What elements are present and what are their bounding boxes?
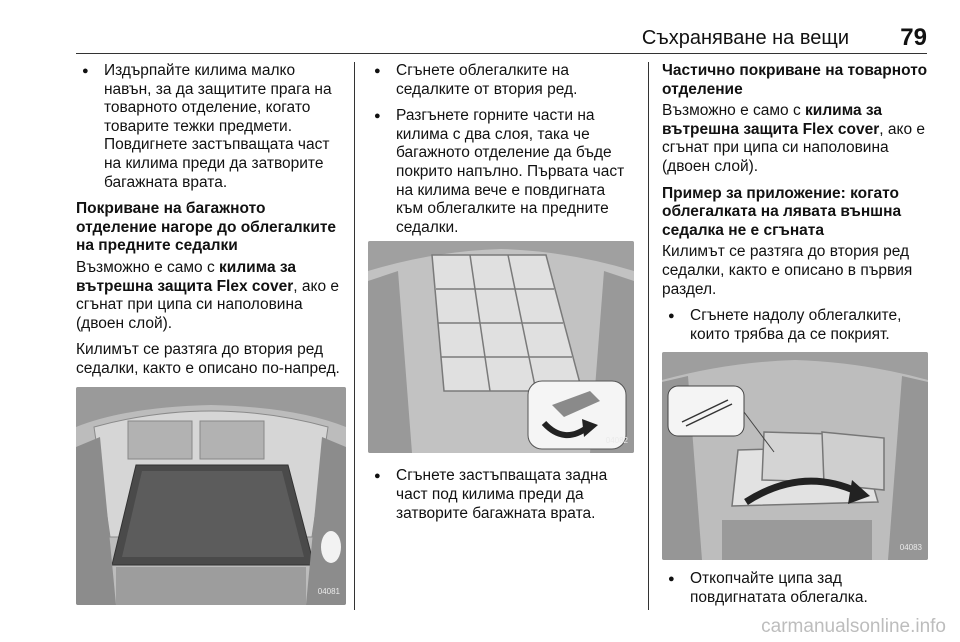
watermark: carmanualsonline.info <box>761 616 946 637</box>
column-2 <box>368 62 634 531</box>
column-3 <box>662 62 928 616</box>
figure-code: 04082 <box>605 435 628 445</box>
bullet-item: ● Откопчайте ципа зад повдигнатата облегалка. <box>662 570 928 607</box>
section-heading: Пример за приложение: когато облегалката на лявата външна седалка не е сгъната <box>662 184 902 239</box>
bullet-item: ● Разгънете горните части на килима с два слоя, така че багажното отделение да бъде покрито напълно. Първата част на килима вече е повдигната към облегалките на предните седалки. <box>368 107 634 237</box>
figure-cargo-mat-partial <box>662 352 928 560</box>
section-heading: Частично покриване на товарното отделение <box>662 62 928 98</box>
paragraph: Възможно е само с килима за вътрешна защита Flex cover, ако е сгънат при ципа си наполовина (двоен слой). <box>76 258 340 332</box>
figure-cargo-mat-unfolded <box>368 241 634 453</box>
paragraph: Килимът се разтяга до втория ред седалки, както е описано по-напред. <box>76 341 340 377</box>
section-heading: Покриване на багажното отделение нагоре до облегалките на предните седалки <box>76 200 337 255</box>
column-divider <box>648 62 649 610</box>
figure-code: 04083 <box>899 542 922 552</box>
page-number: 79 <box>900 24 927 51</box>
bullet-item: ● Издърпайте килима малко навън, за да защитите прага на товарното отделение, когато товарите тежки предмети. Повдигнете застъпващата част на килима преди да затворите багажната врата. <box>76 62 346 192</box>
header-rule <box>76 53 927 54</box>
figure-cargo-mat-flat <box>76 387 346 605</box>
bullet-item: ● Сгънете надолу облегалките, които трябва да се покрият. <box>662 307 928 344</box>
column-divider <box>354 62 355 610</box>
column-1 <box>76 62 346 605</box>
page-header <box>76 22 927 52</box>
figure-code: 04081 <box>317 586 340 596</box>
bullet-item: ● Сгънете застъпващата задна част под килима преди да затворите багажната врата. <box>368 467 634 523</box>
paragraph: Възможно е само с килима за вътрешна защита Flex cover, ако е сгънат при ципа си наполовина (двоен слой). <box>662 102 926 175</box>
paragraph: Килимът се разтяга до втория ред седалки, както е описано в първия раздел. <box>662 243 913 298</box>
page-title: Съхраняване на вещи <box>641 27 849 49</box>
bullet-item: ● Сгънете облегалките на седалките от втория ред. <box>368 62 634 99</box>
